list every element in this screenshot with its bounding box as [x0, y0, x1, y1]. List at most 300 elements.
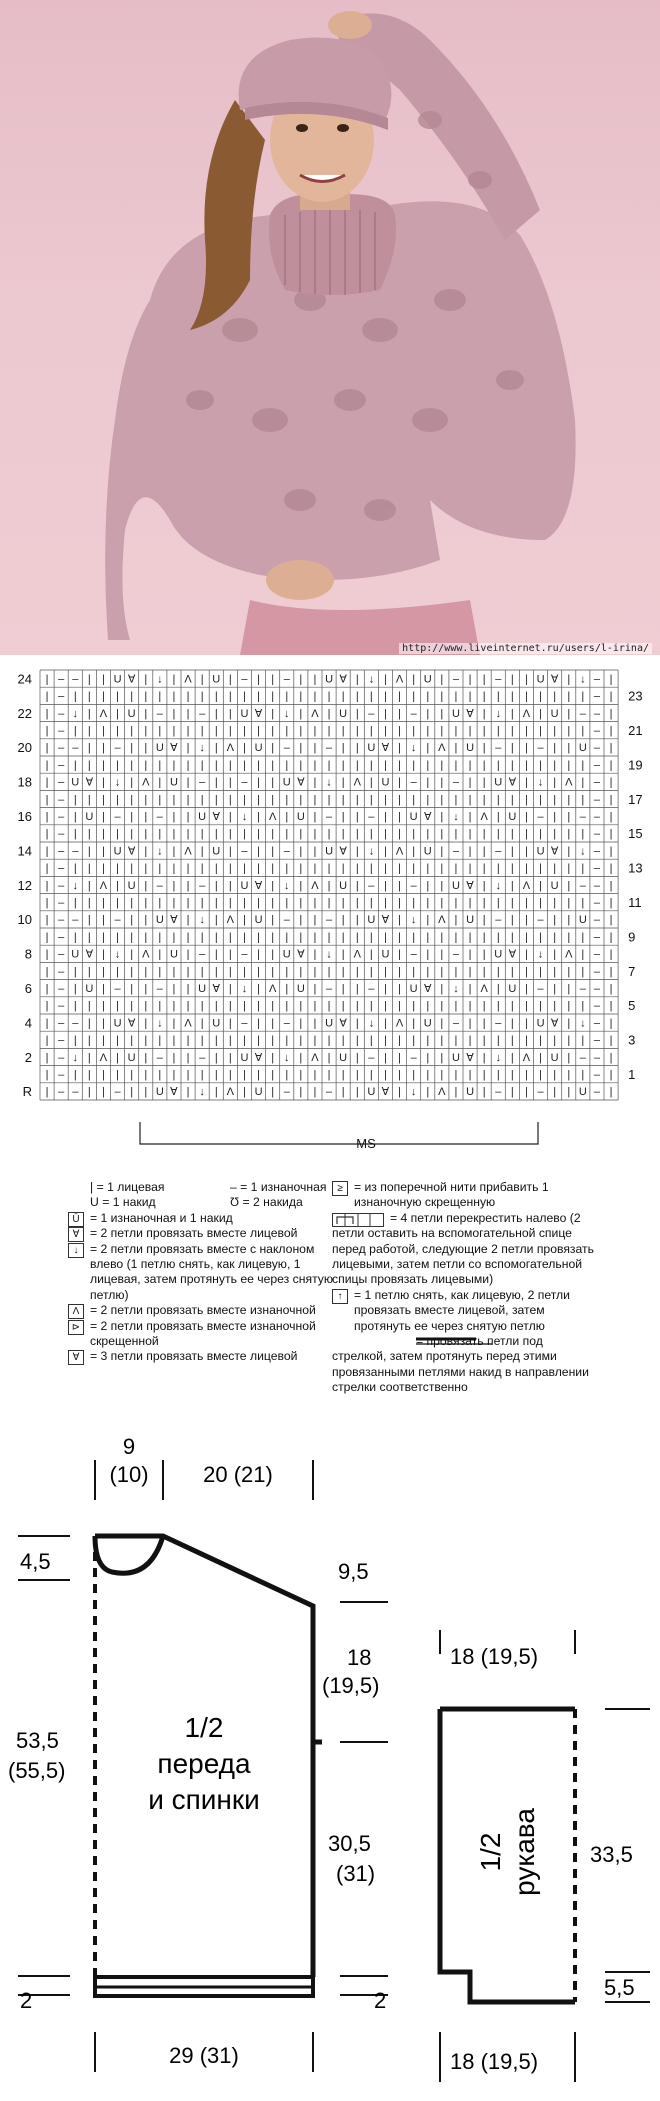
chart-stitch-symbol: ↓	[495, 707, 501, 720]
dim-side-a: 30,5	[328, 1831, 371, 1856]
chart-stitch-symbol: |	[384, 673, 387, 686]
chart-stitch-symbol: |	[228, 1000, 232, 1013]
chart-stitch-symbol: |	[214, 1034, 218, 1047]
chart-stitch-symbol: |	[158, 862, 162, 875]
chart-stitch-symbol: |	[369, 690, 373, 703]
chart-stitch-symbol: |	[609, 793, 613, 806]
chart-stitch-symbol: |	[87, 965, 91, 978]
chart-stitch-symbol: |	[327, 1068, 331, 1081]
chart-stitch-symbol: |	[87, 690, 91, 703]
chart-stitch-symbol: |	[73, 759, 77, 772]
row-number-right: 13	[628, 860, 643, 876]
chart-stitch-symbol: ∀	[550, 845, 559, 858]
chart-stitch-symbol: |	[102, 742, 105, 755]
chart-stitch-symbol: –	[368, 982, 375, 995]
chart-stitch-symbol: |	[271, 896, 275, 909]
chart-stitch-symbol: U	[254, 742, 263, 755]
chart-stitch-symbol: |	[553, 914, 557, 927]
measurement-schematic	[0, 1422, 660, 2096]
chart-stitch-symbol: Λ	[565, 776, 573, 789]
chart-stitch-symbol: –	[325, 914, 333, 927]
chart-stitch-symbol: –	[593, 776, 601, 789]
chart-stitch-symbol: |	[482, 914, 486, 927]
chart-stitch-symbol: |	[553, 690, 557, 703]
chart-stitch-symbol: |	[567, 1051, 571, 1064]
chart-stitch-symbol: |	[299, 1051, 303, 1064]
chart-stitch-symbol: |	[144, 707, 148, 720]
chart-stitch-symbol: |	[102, 1086, 105, 1099]
chart-stitch-symbol: |	[355, 1017, 359, 1030]
chart-stitch-symbol: |	[369, 862, 373, 875]
chart-stitch-symbol: ∀	[423, 810, 432, 823]
chart-stitch-symbol: ↓	[284, 1051, 290, 1064]
chart-stitch-symbol: |	[454, 1068, 458, 1081]
chart-stitch-symbol: |	[468, 776, 472, 789]
chart-stitch-symbol: |	[454, 742, 458, 755]
chart-stitch-symbol: |	[102, 828, 105, 841]
chart-stitch-symbol: |	[426, 707, 430, 720]
chart-stitch-symbol: |	[214, 965, 218, 978]
chart-stitch-symbol: |	[412, 862, 416, 875]
chart-stitch-symbol: |	[228, 707, 232, 720]
chart-stitch-symbol: –	[325, 1086, 333, 1099]
chart-stitch-symbol: |	[102, 810, 105, 823]
chart-stitch-symbol: |	[130, 965, 134, 978]
chart-stitch-symbol: |	[102, 759, 105, 772]
chart-stitch-symbol: |	[313, 724, 317, 737]
chart-stitch-symbol: |	[228, 965, 232, 978]
chart-stitch-symbol: |	[130, 724, 134, 737]
chart-stitch-symbol: U	[451, 879, 460, 892]
chart-stitch-symbol: U	[339, 707, 348, 720]
chart-stitch-symbol: –	[593, 1051, 601, 1064]
chart-stitch-symbol: |	[172, 707, 176, 720]
chart-stitch-symbol: |	[468, 948, 472, 961]
chart-stitch-symbol: –	[593, 793, 601, 806]
dim-height-b: (55,5)	[8, 1758, 66, 1783]
chart-stitch-symbol: –	[593, 724, 601, 737]
chart-stitch-symbol: |	[313, 1068, 317, 1081]
chart-stitch-symbol: |	[313, 896, 317, 909]
chart-stitch-symbol: |	[116, 1000, 119, 1013]
chart-stitch-symbol: |	[172, 828, 176, 841]
chart-stitch-symbol: |	[45, 776, 49, 789]
chart-stitch-symbol: |	[73, 1068, 77, 1081]
chart-stitch-symbol: U	[169, 776, 178, 789]
chart-stitch-symbol: |	[355, 707, 359, 720]
chart-stitch-symbol: –	[72, 914, 79, 927]
chart-stitch-symbol: U	[451, 707, 460, 720]
chart-stitch-symbol: |	[214, 776, 218, 789]
chart-stitch-symbol: ∀	[297, 948, 305, 961]
chart-stitch-symbol: |	[567, 1068, 571, 1081]
chart-stitch-symbol: –	[72, 1086, 79, 1099]
legend-text: = 1 накид	[102, 1195, 156, 1210]
chart-stitch-symbol: |	[257, 862, 260, 875]
chart-stitch-symbol: |	[412, 931, 416, 944]
legend-item-yarn-over	[68, 1195, 208, 1210]
chart-stitch-symbol: –	[410, 1051, 417, 1064]
chart-stitch-symbol: |	[482, 879, 486, 892]
chart-stitch-symbol: |	[271, 742, 275, 755]
chart-stitch-symbol: –	[58, 931, 65, 944]
chart-stitch-symbol: |	[285, 793, 289, 806]
chart-stitch-symbol: |	[313, 931, 317, 944]
chart-stitch-symbol: U	[508, 982, 517, 995]
chart-stitch-symbol: |	[45, 862, 49, 875]
chart-stitch-symbol: U	[198, 810, 207, 823]
row-number-left: R	[22, 1084, 32, 1100]
chart-stitch-symbol: |	[525, 673, 528, 686]
chart-stitch-symbol: –	[452, 1017, 460, 1030]
chart-stitch-symbol: |	[87, 1034, 91, 1047]
chart-stitch-symbol: |	[553, 1034, 557, 1047]
chart-stitch-symbol: |	[510, 759, 514, 772]
row-number-left: 20	[17, 740, 32, 756]
chart-stitch-symbol: ↓	[114, 776, 121, 789]
chart-stitch-symbol: |	[482, 690, 486, 703]
chart-stitch-symbol: |	[482, 776, 486, 789]
chart-stitch-symbol: –	[72, 673, 79, 686]
chart-stitch-symbol: |	[144, 1017, 148, 1030]
model-photo	[0, 0, 660, 655]
chart-stitch-symbol: U	[113, 673, 122, 686]
chart-stitch-symbol: |	[426, 759, 430, 772]
legend-text: = 2 петли провязать вместе с наклоном влево (1 петлю снять, как лицевую, 1 лицевая, затем протянуть ее через снятую петлю)	[90, 1241, 334, 1302]
legend-text: = 2 накида	[242, 1195, 303, 1210]
chart-stitch-symbol: |	[426, 965, 430, 978]
chart-stitch-symbol: |	[257, 948, 260, 961]
chart-stitch-symbol: |	[172, 931, 176, 944]
chart-stitch-symbol: |	[398, 724, 401, 737]
chart-stitch-symbol: |	[299, 742, 303, 755]
chart-stitch-symbol: ∀	[254, 879, 263, 892]
chart-stitch-symbol: |	[454, 1000, 458, 1013]
legend-text: = 2 петли провязать вместе лицевой	[90, 1226, 298, 1241]
chart-stitch-symbol: |	[285, 1068, 289, 1081]
chart-stitch-symbol: |	[73, 896, 77, 909]
chart-stitch-symbol: |	[327, 896, 331, 909]
chart-stitch-symbol: |	[130, 1068, 134, 1081]
row-number-right: 3	[628, 1032, 636, 1048]
chart-stitch-symbol: |	[144, 810, 148, 823]
chart-stitch-symbol: Λ	[311, 707, 319, 720]
chart-stitch-symbol: |	[426, 690, 430, 703]
chart-stitch-symbol: |	[468, 759, 472, 772]
chart-stitch-symbol: |	[200, 1034, 204, 1047]
chart-stitch-symbol: |	[257, 1000, 260, 1013]
chart-stitch-symbol: ↓	[72, 879, 78, 892]
chart-stitch-symbol: |	[186, 931, 190, 944]
chart-stitch-symbol: |	[384, 707, 387, 720]
chart-stitch-symbol: |	[369, 1068, 373, 1081]
chart-stitch-symbol: |	[341, 965, 345, 978]
chart-stitch-symbol: Λ	[353, 776, 361, 789]
chart-stitch-symbol: |	[426, 793, 430, 806]
chart-stitch-symbol: |	[609, 1086, 613, 1099]
chart-stitch-symbol: |	[454, 931, 458, 944]
chart-stitch-symbol: |	[468, 810, 472, 823]
chart-stitch-symbol: |	[172, 896, 176, 909]
chart-stitch-symbol: |	[257, 845, 260, 858]
chart-stitch-symbol: |	[468, 931, 472, 944]
chart-stitch-symbol: |	[87, 879, 91, 892]
dim-rib-right: 2	[374, 1988, 387, 2013]
chart-stitch-symbol: |	[271, 828, 275, 841]
chart-stitch-symbol: |	[200, 1000, 204, 1013]
chart-stitch-symbol: |	[355, 1068, 359, 1081]
chart-stitch-symbol: U	[536, 1017, 545, 1030]
legend-text: = 1 петлю снять, как лицевую, 2 петли провязать вместе лицевой, затем протянуть ее через снятую петлю	[354, 1287, 570, 1333]
chart-stitch-symbol: |	[482, 1068, 486, 1081]
chart-stitch-symbol: ∀	[381, 1086, 390, 1099]
row-number-left: 2	[24, 1049, 32, 1065]
chart-stitch-symbol: |	[384, 896, 387, 909]
chart-stitch-symbol: |	[313, 742, 317, 755]
chart-stitch-symbol: |	[525, 828, 528, 841]
chart-stitch-symbol: ∀	[212, 982, 221, 995]
chart-stitch-symbol: |	[45, 1068, 49, 1081]
chart-stitch-symbol: |	[228, 879, 232, 892]
chart-stitch-symbol: |	[45, 914, 49, 927]
chart-stitch-symbol: |	[285, 965, 289, 978]
chart-stitch-symbol: |	[426, 914, 430, 927]
chart-stitch-symbol: |	[271, 1068, 275, 1081]
chart-stitch-symbol: Λ	[480, 982, 488, 995]
row-number-left: 24	[17, 671, 32, 687]
chart-stitch-symbol: |	[313, 1017, 317, 1030]
legend-text: = 4 петли перекрестить налево (2 петли оставить на вспомогательной спице перед работой, следующие 2 петли провязать лицевыми, затем петли со вспомогательной спицы провязать лицевыми)	[332, 1210, 594, 1287]
chart-stitch-symbol: Λ	[522, 707, 531, 720]
chart-stitch-symbol: |	[45, 759, 49, 772]
chart-stitch-symbol: |	[186, 828, 190, 841]
chart-stitch-symbol: |	[271, 776, 275, 789]
chart-stitch-symbol: ↓	[368, 845, 375, 858]
chart-stitch-symbol: |	[45, 690, 49, 703]
chart-stitch-symbol: |	[228, 931, 232, 944]
chart-stitch-symbol: |	[609, 1051, 613, 1064]
legend-column-left	[68, 1180, 336, 1365]
chart-stitch-symbol: –	[495, 845, 502, 858]
chart-stitch-symbol: |	[355, 810, 359, 823]
chart-stitch-symbol: |	[426, 1051, 430, 1064]
chart-stitch-symbol: |	[102, 793, 105, 806]
chart-stitch-symbol: |	[426, 1068, 430, 1081]
chart-stitch-symbol: |	[200, 673, 204, 686]
chart-stitch-symbol: |	[355, 896, 359, 909]
chart-stitch-symbol: U	[423, 1017, 432, 1030]
chart-stitch-symbol: –	[58, 673, 65, 686]
chart-stitch-symbol: ∀	[508, 776, 517, 789]
chart-stitch-symbol: |	[525, 845, 528, 858]
chart-stitch-symbol: |	[102, 948, 105, 961]
chart-stitch-symbol: |	[525, 948, 528, 961]
row-number-left: 14	[17, 843, 32, 859]
chart-stitch-symbol: |	[87, 707, 91, 720]
chart-stitch-symbol: |	[228, 896, 232, 909]
chart-stitch-symbol: –	[579, 1051, 586, 1064]
chart-stitch-symbol: –	[537, 742, 544, 755]
row-number-left: 10	[17, 912, 32, 928]
chart-stitch-symbol: |	[609, 1000, 613, 1013]
chart-stitch-symbol: |	[355, 1000, 359, 1013]
chart-stitch-symbol: |	[45, 965, 49, 978]
chart-stitch-symbol: |	[567, 793, 571, 806]
chart-stitch-symbol: U	[367, 914, 376, 927]
chart-stitch-symbol: |	[510, 862, 514, 875]
chart-stitch-symbol: |	[510, 879, 514, 892]
chart-stitch-symbol: |	[214, 1000, 218, 1013]
chart-stitch-symbol: |	[73, 793, 77, 806]
legend-pair-row-2	[68, 1195, 336, 1210]
chart-stitch-symbol: U	[296, 982, 305, 995]
chart-stitch-symbol: U	[282, 948, 291, 961]
chart-stitch-symbol: U	[198, 982, 207, 995]
chart-stitch-symbol: |	[398, 793, 401, 806]
chart-stitch-symbol: –	[537, 1086, 544, 1099]
chart-stitch-symbol: |	[355, 931, 359, 944]
legend-text: = 1 изнаночная и 1 накид	[90, 1210, 233, 1225]
chart-stitch-symbol: |	[496, 1068, 500, 1081]
chart-stitch-symbol: |	[609, 707, 613, 720]
chart-stitch-symbol: |	[553, 724, 557, 737]
chart-stitch-symbol: |	[116, 879, 119, 892]
chart-stitch-symbol: ↓	[495, 1051, 501, 1064]
chart-stitch-symbol: |	[186, 965, 190, 978]
chart-stitch-symbol: |	[158, 759, 162, 772]
chart-stitch-symbol: –	[58, 1051, 65, 1064]
chart-stitch-symbol: |	[412, 828, 416, 841]
chart-stitch-symbol: |	[228, 673, 232, 686]
legend	[0, 1172, 660, 1420]
body-label-front: переда	[157, 1748, 251, 1779]
chart-stitch-symbol: |	[609, 673, 613, 686]
chart-stitch-symbol: |	[299, 965, 303, 978]
chart-stitch-symbol: |	[525, 982, 528, 995]
chart-stitch-symbol: |	[510, 828, 514, 841]
chart-stitch-symbol: |	[73, 965, 77, 978]
row-number-left: 12	[17, 877, 32, 893]
chart-stitch-symbol: |	[525, 1017, 528, 1030]
chart-stitch-symbol: |	[116, 896, 119, 909]
chart-stitch-symbol: |	[87, 673, 91, 686]
chart-stitch-symbol: –	[495, 1017, 502, 1030]
chart-stitch-symbol: |	[468, 828, 472, 841]
chart-stitch-symbol: |	[87, 1000, 91, 1013]
chart-stitch-symbol: |	[468, 724, 472, 737]
chart-stitch-symbol: |	[581, 759, 585, 772]
chart-stitch-symbol: |	[186, 948, 190, 961]
chart-stitch-symbol: |	[567, 724, 571, 737]
chart-stitch-symbol: |	[271, 965, 275, 978]
chart-stitch-symbol: |	[369, 759, 373, 772]
chart-stitch-symbol: |	[440, 1068, 444, 1081]
chart-stitch-symbol: ∀	[550, 673, 559, 686]
chart-stitch-symbol: |	[525, 1034, 528, 1047]
chart-stitch-symbol: |	[440, 896, 444, 909]
chart-stitch-symbol: Λ	[522, 879, 531, 892]
chart-stitch-symbol: |	[384, 690, 387, 703]
chart-stitch-symbol: |	[581, 776, 585, 789]
chart-stitch-symbol: |	[271, 707, 275, 720]
chart-stitch-symbol: |	[510, 690, 514, 703]
chart-stitch-symbol: |	[510, 1017, 514, 1030]
chart-stitch-symbol: |	[87, 1017, 91, 1030]
chart-stitch-symbol: |	[172, 1051, 176, 1064]
chart-stitch-symbol: Λ	[226, 1086, 235, 1099]
dim-side-b: (31)	[336, 1861, 376, 1886]
chart-stitch-symbol: |	[440, 724, 444, 737]
chart-stitch-symbol: ↓	[453, 810, 459, 823]
chart-stitch-symbol: Λ	[226, 742, 235, 755]
chart-stitch-symbol: |	[384, 1000, 387, 1013]
chart-stitch-symbol: |	[510, 1086, 514, 1099]
chart-stitch-symbol: |	[271, 1051, 275, 1064]
chart-stitch-symbol: |	[581, 724, 585, 737]
body-label-back: и спинки	[148, 1784, 260, 1815]
chart-stitch-symbol: –	[72, 742, 79, 755]
chart-stitch-symbol: |	[243, 896, 246, 909]
chart-stitch-symbol: –	[593, 1000, 601, 1013]
chart-stitch-symbol: Λ	[438, 742, 446, 755]
chart-stitch-symbol: |	[299, 1068, 303, 1081]
chart-stitch-symbol: |	[412, 845, 416, 858]
chart-stitch-symbol: |	[609, 965, 613, 978]
chart-stitch-symbol: –	[199, 1051, 206, 1064]
chart-stitch-symbol: ∀	[466, 879, 474, 892]
chart-stitch-symbol: |	[73, 810, 77, 823]
chart-stitch-symbol: |	[510, 931, 514, 944]
chart-stitch-symbol: |	[144, 1034, 148, 1047]
chart-stitch-symbol: |	[73, 1000, 77, 1013]
chart-stitch-symbol: |	[45, 982, 49, 995]
chart-stitch-symbol: |	[285, 690, 289, 703]
chart-stitch-symbol: |	[553, 931, 557, 944]
chart-stitch-symbol: |	[539, 759, 542, 772]
chart-stitch-symbol: |	[45, 948, 49, 961]
chart-stitch-symbol: ↓	[537, 948, 544, 961]
chart-stitch-symbol: –	[593, 690, 601, 703]
chart-stitch-symbol: |	[341, 948, 345, 961]
chart-stitch-symbol: |	[440, 965, 444, 978]
legend-item-knit	[68, 1180, 208, 1195]
chart-stitch-symbol: |	[341, 896, 345, 909]
chart-stitch-symbol: |	[341, 690, 345, 703]
legend-item-pass-yo	[332, 1334, 594, 1396]
schematic-drawing	[0, 1422, 660, 2096]
chart-stitch-symbol: |	[285, 982, 289, 995]
sleeve-label-name: рукава	[509, 1808, 540, 1896]
chart-stitch-symbol: –	[593, 982, 601, 995]
chart-stitch-symbol: |	[158, 1000, 162, 1013]
chart-stitch-symbol: |	[186, 742, 190, 755]
chart-stitch-symbol: U	[339, 1051, 348, 1064]
chart-stitch-symbol: |	[271, 914, 275, 927]
chart-stitch-symbol: |	[45, 1034, 49, 1047]
chart-stitch-symbol: |	[327, 1000, 331, 1013]
chart-stitch-symbol: |	[525, 776, 528, 789]
row-number-right: 15	[628, 826, 643, 842]
chart-stitch-symbol: ∀	[423, 982, 432, 995]
chart-stitch-symbol: –	[156, 1051, 163, 1064]
legend-item-cable	[332, 1211, 594, 1288]
dim-bottom-width: 29 (31)	[169, 2043, 239, 2068]
chart-stitch-symbol: |	[355, 793, 359, 806]
chart-stitch-symbol: |	[257, 673, 260, 686]
chart-stitch-symbol: |	[482, 1000, 486, 1013]
chart-stitch-symbol: |	[116, 828, 119, 841]
chart-stitch-symbol: |	[510, 896, 514, 909]
